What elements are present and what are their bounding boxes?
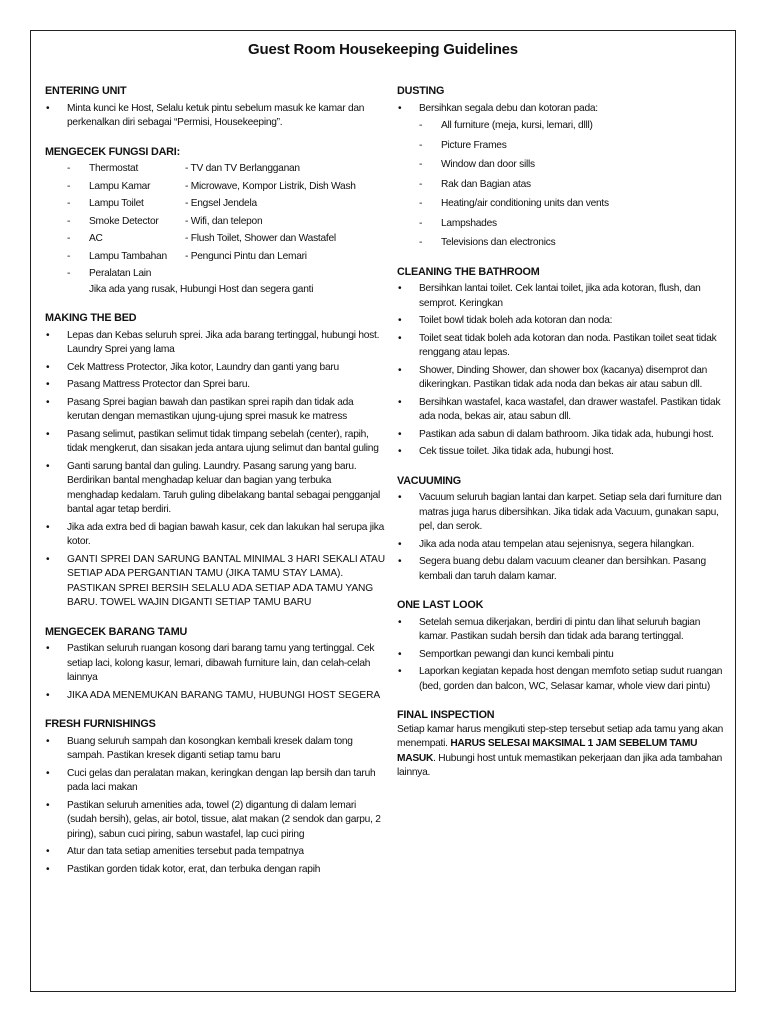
check-item: - Microwave, Kompor Listrik, Dish Wash (185, 180, 356, 192)
list-item: • Semportkan pewangi dan kunci kembali pintu (397, 648, 727, 663)
section-heading: FRESH FURNISHINGS (45, 718, 156, 730)
list-item: • Cuci gelas dan peralatan makan, keringkan dengan lap bersih dan taruh pada laci makan (45, 767, 385, 796)
check-item: Peralatan Lain (89, 268, 152, 279)
list-item: • Bersihkan wastafel, kaca wastafel, dan drawer wastafel. Pastikan tidak ada noda, bekas air, atau sabun dll. (397, 396, 727, 425)
section-heading: VACUUMING (397, 474, 461, 487)
check-row: - Lampu Tambahan - Pengunci Pintu dan Lemari (45, 250, 385, 265)
list-item: • Cek Mattress Protector, Jika kotor, Laundry dan ganti yang baru (45, 361, 385, 376)
list-item: • Atur dan tata setiap amenities tersebut pada tempatnya (45, 845, 385, 860)
list-item: • Jika ada extra bed di bagian bawah kasur, cek dan lakukan hal serupa jika kotor. (45, 521, 385, 550)
list-item: • Pastikan seluruh ruangan kosong dari barang tamu yang tertinggal. Cek setiap laci, kolong kasur, lemari, dibawah furniture lain, dan celah-celah lainnya (45, 642, 385, 686)
section-fresh-furnishings (45, 717, 385, 877)
list-item: • GANTI SPREI DAN SARUNG BANTAL MINIMAL 3 HARI SEKALI ATAU SETIAP ADA PERGANTIAN TAMU (JIKA TAMU STAY LAMA). PASTIKAN SPREI BERSIH SELALU ADA SETIAP ADA TAMU YANG BARU. TOWEL WAJIN DIGANTI SETIAP TAMU BARU (45, 553, 385, 611)
check-item: Thermostat (89, 163, 139, 174)
list-item: • Cek tissue toilet. Jika tidak ada, hubungi host. (397, 445, 727, 460)
list-item: • Bersihkan lantai toilet. Cek lantai toilet, jika ada kotoran, flush, dan semprot. Keringkan (397, 282, 727, 311)
check-row: - Lampu Kamar - Microwave, Kompor Listrik, Dish Wash (45, 180, 385, 195)
list-item: • Pasang Sprei bagian bawah dan pastikan sprei rapih dan tidak ada kerutan dengan memastikan ujung-ujung sprei masuk ke matress (45, 396, 385, 425)
check-item: - Flush Toilet, Shower dan Wastafel (185, 233, 336, 244)
page-title: Guest Room Housekeeping Guidelines (248, 41, 518, 58)
check-item: - TV dan TV Berlangganan (185, 163, 300, 174)
right-column (397, 84, 727, 795)
section-entering-unit (45, 84, 385, 131)
check-item: - Wifi, dan telepon (185, 215, 263, 227)
section-heading: MENGECEK BARANG TAMU (45, 625, 188, 638)
check-item: - Pengunci Pintu dan Lemari (185, 250, 307, 262)
list-item: • Laporkan kegiatan kepada host dengan memfoto setiap sudut ruangan (bed, gorden dan balcon, WC, Selasar kamar, whole view dari pintu) (397, 665, 727, 694)
list-item: • Toilet seat tidak boleh ada kotoran dan noda. Pastikan toilet seat tidak renggang atau lepas. (397, 332, 727, 361)
list-item: • JIKA ADA MENEMUKAN BARANG TAMU, HUBUNGI HOST SEGERA (45, 689, 385, 704)
check-row: - Smoke Detector - Wifi, dan telepon (45, 215, 385, 230)
section-heading: MAKING THE BED (45, 312, 137, 324)
list-item: • Minta kunci ke Host, Selalu ketuk pintu sebelum masuk ke kamar dan perkenalkan diri sebagai “Permisi, Housekeeping”. (45, 102, 385, 131)
check-row: - AC - Flush Toilet, Shower dan Wastafel (45, 232, 385, 247)
check-item: - Engsel Jendela (185, 198, 257, 209)
section-dusting (397, 84, 727, 251)
list-item: • Buang seluruh sampah dan kosongkan kembali kresek dalam tong sampah. Pastikan kresek diganti setiap tamu baru (45, 735, 385, 764)
sub-item: - Window dan door sills (397, 158, 727, 173)
list-item: • Ganti sarung bantal dan guling. Laundry. Pasang sarung yang baru. Berdirikan bantal menghadap keluar dan bagian yang terbuka menghadap kedalam. Taruh guling dibelakang bantal sebagai pengganjal bantal agar tetap berdiri. (45, 460, 385, 518)
check-item: Smoke Detector (89, 215, 159, 227)
check-row: - Lampu Toilet - Engsel Jendela (45, 197, 385, 212)
check-item: Lampu Kamar (89, 180, 151, 192)
check-item: Lampu Tambahan (89, 250, 167, 262)
section-heading: ONE LAST LOOK (397, 599, 484, 611)
left-column (45, 84, 385, 891)
list-item: • Toilet bowl tidak boleh ada kotoran dan noda: (397, 314, 727, 329)
list-item: • Pasang Mattress Protector dan Sprei baru. (45, 378, 385, 393)
sub-item: - Heating/air conditioning units dan vents (397, 197, 727, 212)
sub-item: - Lampshades (397, 217, 727, 232)
list-item: • Segera buang debu dalam vacuum cleaner dan bersihkan. Pasang kembali dan taruh dalam kamar. (397, 555, 727, 584)
section-vacuuming (397, 474, 727, 585)
list-item: • Jika ada noda atau tempelan atau sejenisnya, segera hilangkan. (397, 538, 727, 553)
section-making-the-bed (45, 311, 385, 611)
list-item: • Shower, Dinding Shower, dan shower box (kacanya) disemprot dan dikeringkan. Pastikan tidak ada noda dan bekas air atau sabun dll. (397, 364, 727, 393)
section-final-inspection (397, 708, 727, 781)
check-row: - Peralatan Lain (45, 267, 385, 282)
section-heading: ENTERING UNIT (45, 85, 127, 97)
final-text-part: Setiap kamar harus mengikuti step-step tersebut setiap ada tamu yang akan menempati. (397, 723, 724, 749)
sub-item: - Rak dan Bagian atas (397, 178, 727, 193)
section-heading: FINAL INSPECTION (397, 709, 495, 721)
check-item: Lampu Toilet (89, 198, 144, 209)
section-cleaning-bathroom (397, 265, 727, 460)
section-heading: DUSTING (397, 85, 445, 97)
list-item: • Vacuum seluruh bagian lantai dan karpet. Setiap sela dari furniture dan matras juga harus dibersihkan. Jika tidak ada Vacuum, gunakan sapu, pel, dan serok. (397, 491, 727, 535)
section-one-last-look (397, 598, 727, 694)
list-item: • Pastikan gorden tidak kotor, erat, dan terbuka dengan rapih (45, 863, 385, 878)
sub-item: - All furniture (meja, kursi, lemari, dlll) (397, 119, 727, 134)
final-inspection-text (397, 723, 727, 781)
final-text-part: . Hubungi host untuk memastikan pekerjaan dan jika ada tambahan lainnya. (397, 752, 723, 778)
sub-item: - Televisions dan electronics (397, 236, 727, 251)
list-item: • Pastikan ada sabun di dalam bathroom. Jika tidak ada, hubungi host. (397, 428, 727, 443)
section-mengecek-fungsi (45, 145, 385, 298)
sub-item: - Picture Frames (397, 139, 727, 154)
list-item: • Setelah semua dikerjakan, berdiri di pintu dan lihat seluruh bagian kamar. Pastikan sudah bersih dan tidak ada barang tertinggal. (397, 616, 727, 645)
final-text-emphasis: HARUS SELESAI MAKSIMAL 1 JAM SEBELUM TAMU MASUK (397, 738, 698, 764)
check-item: AC (89, 233, 103, 244)
section-heading: MENGECEK FUNGSI DARI: (45, 145, 180, 158)
list-item: • Bersihkan segala debu dan kotoran pada: (397, 102, 727, 117)
check-note: Jika ada yang rusak, Hubungi Host dan segera ganti (89, 283, 314, 295)
list-item: • Pasang selimut, pastikan selimut tidak timpang sebelah (center), rapih, tidak mengkerut, dan sisakan jeda antara ujung selimut dan bantal guling (45, 428, 385, 457)
guidelines-page (30, 30, 736, 992)
list-item: • Pastikan seluruh amenities ada, towel (2) digantung di dalam lemari (sudah bersih), gelas, air botol, tissue, alat makan (2 sendok dan garpu, 2 piring), sabun cuci piring, sabun wastafel, lap cuci piring (45, 799, 385, 843)
list-item: • Lepas dan Kebas seluruh sprei. Jika ada barang tertinggal, hubungi host. Laundry Sprei yang lama (45, 329, 385, 358)
check-item (185, 267, 385, 282)
check-row: - Thermostat - TV dan TV Berlangganan (45, 162, 385, 177)
section-heading: CLEANING THE BATHROOM (397, 265, 540, 278)
section-mengecek-barang-tamu (45, 625, 385, 704)
